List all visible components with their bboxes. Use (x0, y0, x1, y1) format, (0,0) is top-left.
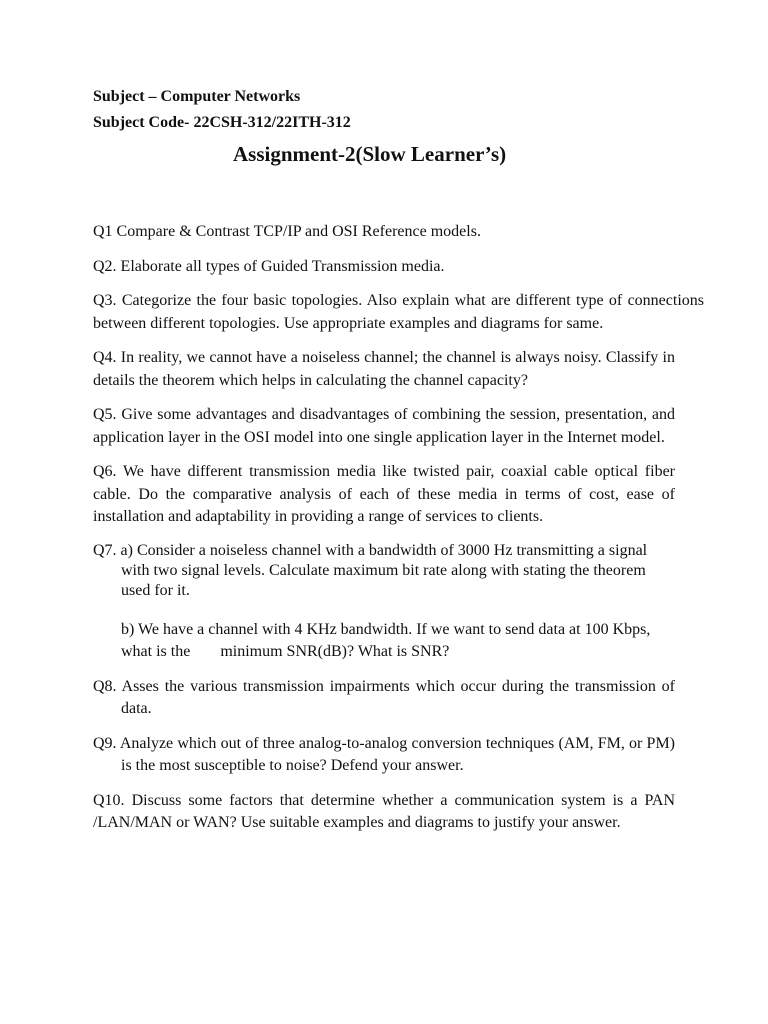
question-7 (93, 541, 675, 664)
question-5: Q5. Give some advantages and disadvantages of combining the session, presentation, and application layer in the OSI model into one single application layer in the Internet model. (93, 406, 675, 446)
question-7-part-b (93, 619, 675, 664)
assignment-title: Assignment-2(Slow Learner’s) (233, 142, 507, 166)
question-2: Q2. Elaborate all types of Guided Transmission media. (93, 257, 445, 275)
question-1: Q1 Compare & Contrast TCP/IP and OSI Reference models. (93, 223, 481, 240)
document-page (93, 86, 704, 847)
question-10: Q10. Discuss some factors that determine whether a communication system is a PAN /LAN/MAN or WAN? Use suitable examples and diagrams to justify your answer. (93, 791, 675, 831)
subject-line: Subject – Computer Networks (93, 88, 301, 105)
subject-code-line: Subject Code- 22CSH-312/22ITH-312 (93, 114, 351, 131)
question-4: Q4. In reality, we cannot have a noiseless channel; the channel is always noisy. Classify in details the theorem which helps in calculating the channel capacity? (93, 349, 675, 389)
question-list (93, 221, 704, 835)
question-8: Q8. Asses the various transmission impairments which occur during the transmission of data. (93, 677, 675, 717)
question-9: Q9. Analyze which out of three analog-to-analog conversion techniques (AM, FM, or PM) is the most susceptible to noise? Defend your answer. (93, 734, 675, 774)
question-3: Q3. Categorize the four basic topologies. Also explain what are different type of connections between different topologies. Use appropriate examples and diagrams for same. (93, 292, 704, 332)
question-6: Q6. We have different transmission media like twisted pair, coaxial cable optical fiber cable. Do the comparative analysis of each of these media in terms of cost, ease of installation and adaptability in providing a range of services to clients. (93, 463, 675, 525)
question-7-part-a: Q7. a) Consider a noiseless channel with a bandwidth of 3000 Hz transmitting a signal with two signal levels. Calculate maximum bit rate along with stating the theorem used for it. (93, 541, 648, 599)
question-7-part-b-text-2: minimum SNR(dB)? What is SNR? (220, 643, 450, 660)
question-7-part-b-text-1: b) We have a channel with 4 KHz bandwidth. If we want to send data at 100 Kbps, what is the (121, 620, 651, 660)
